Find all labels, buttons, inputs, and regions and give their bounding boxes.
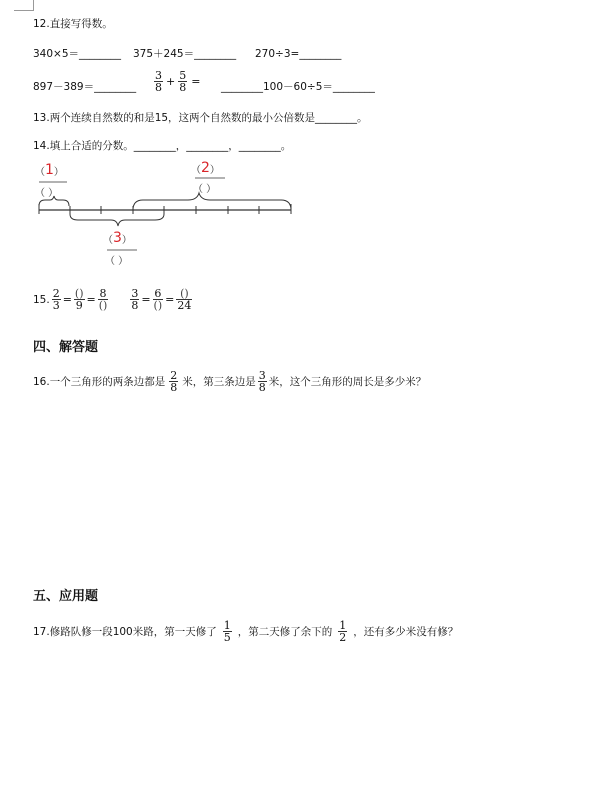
fraction-3-8: $\frac{3}{8}$ (258, 369, 266, 394)
fraction-1-2: $\frac{1}{2}$ (339, 619, 347, 644)
fraction-blank-24: $\frac{()}{24}$ (177, 287, 192, 312)
equals-sign: = (86, 293, 96, 306)
label-3-blank: （ ） (105, 256, 129, 267)
label-3-paren-open: （ (103, 234, 113, 246)
q13-text: 13.两个连续自然数的和是15，这两个自然数的最小公倍数是________。 (33, 112, 368, 124)
q15-prefix: 15. (33, 293, 50, 306)
label-2-number: 2 (201, 160, 210, 176)
fraction-3-8: $\frac{3}{8}$ (131, 287, 139, 312)
label-3-paren-close: ） (121, 234, 132, 246)
fraction-3-8: $\frac{3}{8}$ (155, 69, 162, 94)
q17-part3: ，还有多少米没有修？ (353, 625, 459, 638)
q12-item-4: 897－389＝________ (33, 81, 137, 93)
ticks (39, 204, 291, 214)
equals-sign: = (141, 293, 151, 306)
label-1-blank: （ ） (35, 188, 59, 199)
fraction-8-blank: $\frac{8}{()}$ (98, 287, 108, 312)
q12-item-5: ________100－60÷5＝________ (221, 81, 375, 93)
page-corner-mark (14, 0, 34, 11)
q12-item-2: 375＋245＝________ (133, 48, 237, 60)
section-4-heading: 四、解答题 (33, 340, 99, 355)
label-1-paren-close: ） (53, 166, 64, 178)
fraction-1-5: $\frac{1}{5}$ (223, 619, 231, 644)
brace-1 (39, 196, 69, 206)
section-5-heading: 五、应用题 (33, 589, 99, 604)
label-3-number: 3 (113, 230, 122, 246)
fraction-5-8: $\frac{5}{8}$ (179, 69, 187, 94)
q12-fraction-expression (152, 70, 200, 93)
label-2-paren-close: ） (209, 164, 220, 176)
q12-item-3: 270÷3=________ (255, 48, 342, 60)
q16-text (33, 370, 426, 393)
q12-title: 12.直接写得数。 (33, 18, 113, 30)
brace-2 (133, 193, 291, 210)
number-line-svg (33, 160, 303, 270)
q16-part3: 米，这个三角形的周长是多少米？ (268, 375, 427, 388)
label-2-blank: （ ） (193, 184, 217, 195)
label-1-paren-open: （ (35, 166, 45, 178)
q16-part1: 16.一个三角形的两条边都是 (33, 375, 166, 388)
fraction-6-blank: $\frac{6}{()}$ (153, 287, 163, 312)
q17-text (33, 620, 458, 643)
label-2-paren-open: （ (191, 164, 201, 176)
label-1-number: 1 (45, 162, 54, 178)
plus-sign: + (166, 74, 176, 88)
q12-item-1: 340×5＝________ (33, 48, 122, 60)
q14-text: 14.填上合适的分数。________，________，________。 (33, 140, 292, 152)
q17-part1: 17.修路队修一段100米路，第一天修了 (33, 625, 217, 638)
fraction-2-3: $\frac{2}{3}$ (52, 287, 60, 312)
fraction-blank-9: $\frac{()}{9}$ (74, 287, 84, 312)
equals-sign: = (191, 74, 201, 88)
q17-part2: ，第二天修了余下的 (237, 625, 333, 638)
equals-sign: = (62, 293, 72, 306)
equals-sign: = (165, 293, 175, 306)
q16-part2: 米，第三条边是 (182, 375, 256, 388)
fraction-2-8: $\frac{2}{8}$ (170, 369, 178, 394)
brace-3 (70, 214, 164, 226)
q15-equations (33, 288, 194, 311)
number-line-figure (33, 160, 303, 270)
